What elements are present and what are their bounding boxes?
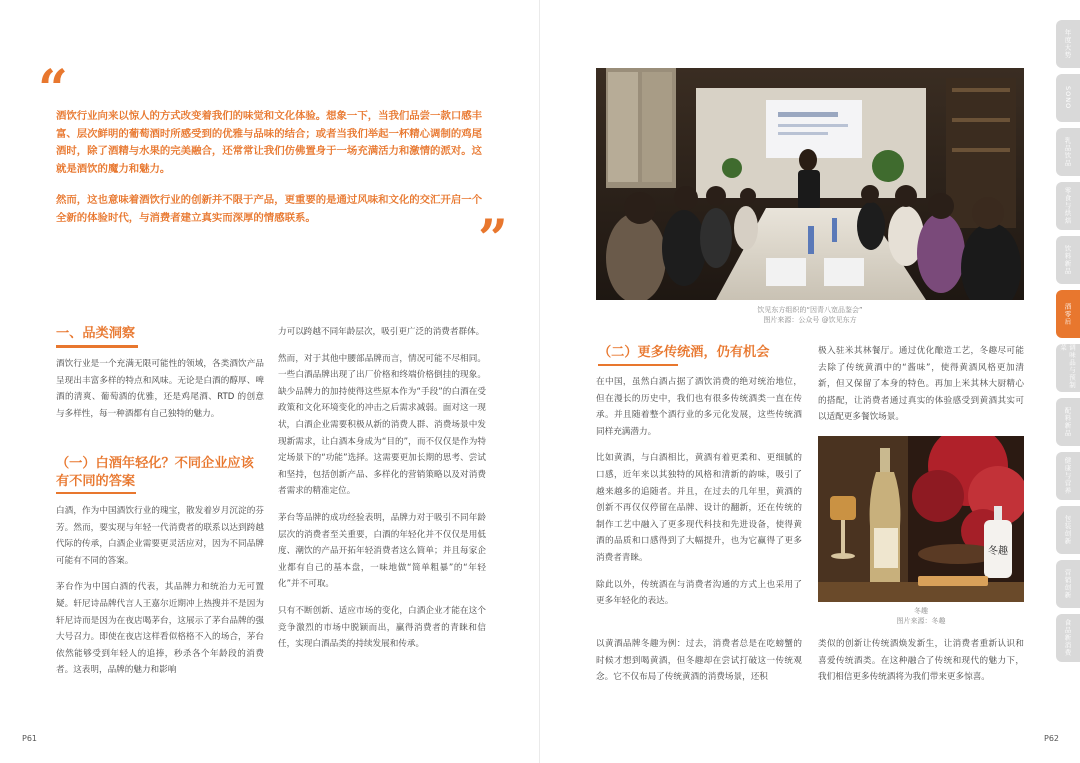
section-title: （二）更多传统酒，仍有机会 bbox=[598, 345, 770, 360]
chapter-tab[interactable]: 健康与营养 bbox=[1056, 452, 1080, 500]
body-paragraph: 只有不断创新、适应市场的变化，白酒企业才能在这个竞争激烈的市场中脱颖而出，赢得消费者的青睐和信任，实现白酒品类的持续发展和传承。 bbox=[278, 605, 486, 650]
body-paragraph: 比如黄酒，与白酒相比，黄酒有着更柔和、更细腻的口感，近年来以其独特的风格和清新的韵味，吸引了越来越多的追随者。并且，在过去的几年里，黄酒的创新不再仅仅停留在品牌、设计的翻新，还在传统的制作工艺中融入了更多现代科技和先进设备，使得黄酒的品质和口感得到了大幅提升，也为它赢得了更多消费者青睐。 bbox=[596, 453, 802, 563]
section-title: 一、品类洞察 bbox=[56, 326, 136, 341]
product-illustration bbox=[818, 436, 1024, 602]
chapter-tab[interactable]: SONO bbox=[1056, 74, 1080, 122]
chapter-tab-active[interactable]: 酒零后 bbox=[1056, 290, 1080, 338]
bottle-label: 冬趣 bbox=[988, 546, 1008, 557]
caption-source: 图片来源：冬趣 bbox=[896, 617, 946, 625]
body-paragraph: 茅台等品牌的成功经验表明，品牌力对于吸引不同年龄层次的消费者至关重要，白酒的年轻化并不仅仅是用低度、潮饮的产品开拓年轻消费者这么简单；并且每家企业都有自己的基本盘，一味地做“简单粗暴”的“年轻化”并不可取。 bbox=[278, 512, 486, 590]
body-paragraph: 类似的创新让传统酒焕发新生，让消费者重新认识和喜爱传统酒类。在这种融合了传统和现代的魅力下，我们相信更多传统酒将为我们带来更多惊喜。 bbox=[818, 639, 1024, 683]
right-page bbox=[540, 0, 1080, 763]
body-paragraph: 极入驻米其林餐厅。通过优化酿造工艺，冬趣尽可能去除了传统黄酒中的“酱味”，使得黄酒风格更加清新，但又保留了本身的特色。再加上米其林大厨精心的搭配，让消费者通过真实的体验感受到黄酒其实可以适配更多餐饮场景。 bbox=[818, 346, 1024, 423]
chapter-tab[interactable]: 年度大势 bbox=[1056, 20, 1080, 68]
article-column-2-bottom bbox=[818, 636, 1024, 696]
body-paragraph: 酒饮行业是一个充满无限可能性的领域，各类酒饮产品呈现出丰富多样的特点和风味。无论是白酒的醇厚、啤酒的清爽、葡萄酒的优雅，还是鸡尾酒、RTD 的创意与多样性，每一种酒都有自己独特的魅力。 bbox=[56, 359, 264, 419]
intro-paragraph: 酒饮行业向来以惊人的方式改变着我们的味觉和文化体验。想象一下，当我们品尝一款口感丰富、层次鲜明的葡萄酒时所感受到的优雅与品味的结合；或者当我们举起一杯精心调制的鸡尾酒时，除了酒精与水果的完美融合，还常常让我们仿佛置身于一场充满活力和激情的派对。这就是酒饮的魔力和魅力。 bbox=[56, 110, 483, 175]
tasting-event-photo bbox=[596, 68, 1024, 300]
chapter-tab[interactable]: 营销创新 bbox=[1056, 560, 1080, 608]
chapter-tab[interactable]: 饮料新品 bbox=[1056, 236, 1080, 284]
photo-caption bbox=[596, 305, 1024, 325]
body-paragraph: 除此以外，传统酒在与消费者沟通的方式上也采用了更多年轻化的表达。 bbox=[596, 579, 802, 607]
article-column-2 bbox=[818, 343, 1024, 436]
subsection-title: （一）白酒年轻化？不同企业应该有不同的答案 bbox=[56, 456, 254, 489]
body-paragraph: 然而，对于其他中腰部品牌而言，情况可能不尽相同。一些白酒品牌出现了出厂价格和终端价格倒挂的现象。缺少品牌力的加持使得这些原本作为“手段”的白酒在受政策和文化环境变化的冲击之后需求减弱。面对这一现状，白酒企业需要积极从新的消费人群、消费场景中发现新需求，让白酒本身成为“目的”，而不仅仅是作为特定场景下的“功能”选择。这需要更加长期的思考、尝试和坚持，包括创新产品、多样化的营销策略以及对消费者需求的精准定位。 bbox=[278, 353, 486, 497]
body-paragraph: 在中国，虽然白酒占据了酒饮消费的绝对统治地位，但在漫长的历史中，我们也有很多传统酒类一直在传承。并且随着整个酒行业的多元化发展，这些传统酒同样充满潜力。 bbox=[596, 377, 802, 437]
article-column-1-cont bbox=[56, 503, 264, 689]
open-quote-icon: “ bbox=[38, 59, 68, 120]
caption-source: 图片来源：公众号 @饮见东方 bbox=[763, 316, 857, 324]
title-underline bbox=[56, 492, 136, 494]
product-photo bbox=[818, 436, 1024, 602]
page-number: P62 bbox=[1044, 734, 1060, 743]
article-column-1 bbox=[596, 374, 802, 620]
caption-title: 饮见东方组织的“因青八宽品鉴会” bbox=[757, 306, 863, 314]
tasting-event-illustration bbox=[596, 68, 1024, 300]
chapter-tab[interactable]: 乳品饮品 bbox=[1056, 128, 1080, 176]
chapter-tab[interactable]: 食品新消费 bbox=[1056, 614, 1080, 662]
body-paragraph: 以黄酒品牌冬趣为例：过去，消费者总是在吃螃蟹的时候才想到喝黄酒，但冬趣却在尝试打破这一传统观念。它不仅布局了传统黄酒的消费场景，还积 bbox=[596, 639, 802, 683]
intro-quote bbox=[56, 108, 486, 241]
close-quote-icon: ” bbox=[478, 209, 508, 270]
title-underline bbox=[56, 345, 138, 348]
article-column-2 bbox=[278, 324, 486, 663]
chapter-tab[interactable]: 配料新品 bbox=[1056, 398, 1080, 446]
chapter-tab[interactable]: 零食与烘焙 bbox=[1056, 182, 1080, 230]
article-column-1 bbox=[56, 356, 264, 432]
chapter-tab[interactable]: 调味品与预制菜 bbox=[1056, 344, 1080, 392]
caption-title: 冬趣 bbox=[914, 607, 928, 615]
page-number: P61 bbox=[22, 734, 38, 743]
intro-paragraph: 然而，这也意味着酒饮行业的创新并不限于产品，更重要的是通过风味和文化的交汇开启一个全新的体验时代，与消费者建立真实而深厚的情感联系。 bbox=[56, 194, 483, 224]
article-column-1-bottom bbox=[596, 636, 802, 696]
body-paragraph: 茅台作为中国白酒的代表，其品牌力和统治力无可置疑。轩尼诗品牌代言人王嘉尔近期冲上热搜并不是因为轩尼诗而是因为在夜店喝茅台，这展示了茅台品牌的强大号召力。即使在夜店这样看似格格不入的场合，茅台依然能够受到年轻人的追捧，秒杀各个年龄段的消费者。这表明，品牌的魅力和影响 bbox=[56, 582, 264, 676]
photo-caption bbox=[818, 606, 1024, 626]
title-underline bbox=[598, 364, 678, 366]
body-paragraph: 力可以跨越不同年龄层次，吸引更广泛的消费者群体。 bbox=[278, 327, 485, 337]
chapter-tab[interactable]: 包装创新 bbox=[1056, 506, 1080, 554]
body-paragraph: 白酒，作为中国酒饮行业的瑰宝，散发着岁月沉淀的芬芳。然而，要实现与年轻一代消费者的联系以达到跨越代际的传承，白酒企业需要更灵活应对，因为不同品牌可能有不同的答案。 bbox=[56, 506, 264, 566]
